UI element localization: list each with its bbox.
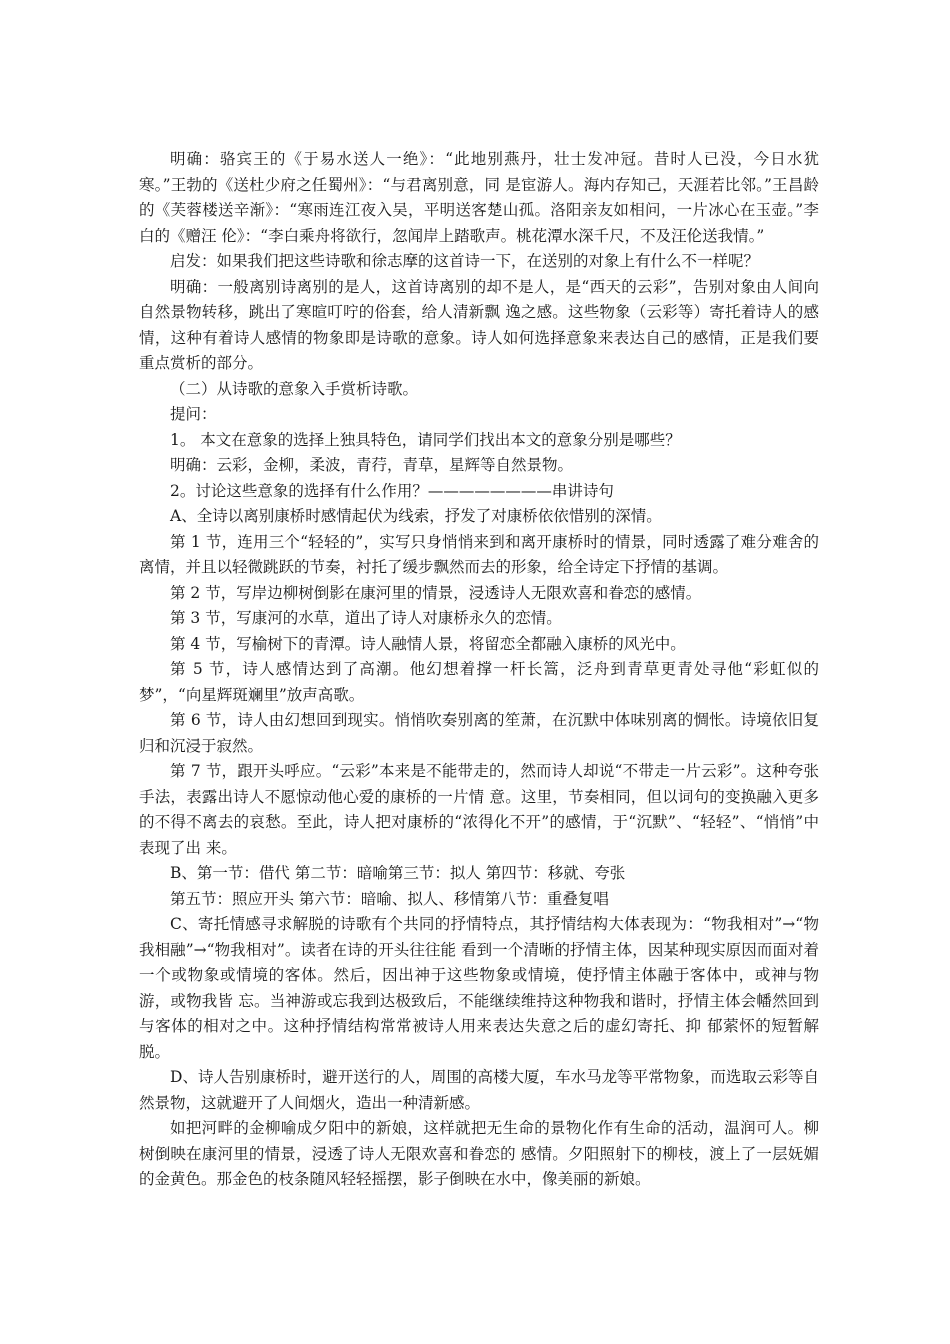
point-a: A、全诗以离别康桥时感情起伏为线索，抒发了对康桥依依惜别的深情。 (170, 507, 662, 525)
point-b-line-1: B、第一节：借代 第二节：暗喻第三节：拟人 第四节：移就、夸张 (170, 864, 626, 882)
stanza-2-note: 第 2 节，写岸边柳树倒影在康河里的情景，浸透诗人无限欢喜和眷恋的感情。 (170, 583, 702, 602)
stanza-7-note: 第 7 节，跟开头呼应。“云彩”本来是不能带走的，然而诗人却说“不带走一片云彩”。这种夸张手法，表露出诗人不愿惊动他心爱的康桥的一片情 意。这里，节奏相同，但以词句的变换融入更多的不得不离去的哀愁。至此，诗人把对康桥的“浓得化不开”的感情，于“沉默”、“轻轻”、“悄悄”中表现了出 来。 (139, 762, 819, 857)
document-body (139, 147, 819, 1193)
section-heading-two: （二）从诗歌的意象入手赏析诗歌。 (170, 379, 419, 398)
stanza-1-note: 第 1 节，连用三个“轻轻的”，实写只身悄悄来到和离开康桥时的情景，同时透露了难分难舍的离情，并且以轻微跳跃的节奏，衬托了缓步飘然而去的形象，给全诗定下抒情的基调。 (139, 532, 819, 576)
point-c: C、寄托情感寻求解脱的诗歌有个共同的抒情特点，其抒情结构大体表现为：“物我相对”→“物我相融”→“物我相对”。读者在诗的开头往往能 看到一个清晰的抒情主体，因某种现实原因而面对着一个或物象或情境的客体。然后，因出神于这些物象或情境，使抒情主体融于客体中，或神与物游，或物我皆 忘。当神游或忘我到达极致后，不能继续维持这种物我和谐时，抒情主体会幡然回到与客体的相对之中。这种抒情结构常常被诗人用来表达失意之后的虚幻寄托、抑 郁萦怀的短暂解脱。 (139, 915, 819, 1061)
stanza-4-note: 第 4 节，写榆树下的青潭。诗人融情人景，将留恋全都融入康桥的风光中。 (170, 634, 686, 653)
paragraph-prompt-compare: 启发：如果我们把这些诗歌和徐志摩的这首诗一下，在送别的对象上有什么不一样呢？ (170, 252, 760, 270)
question-one: 1。 本文在意象的选择上独具特色，请同学们找出本文的意象分别是哪些？ (170, 430, 681, 449)
point-d: D、诗人告别康桥时，避开送行的人，周围的高楼大厦，车水马龙等平常物象，而选取云彩等自然景物，这就避开了人间烟火，造出一种清新感。 (139, 1068, 819, 1112)
stanza-6-note: 第 6 节，诗人由幻想回到现实。悄悄吹奏别离的笙萧，在沉默中体味别离的惆怅。诗境依旧复归和沉浸于寂然。 (139, 711, 819, 755)
paragraph-answer-imagery: 明确：一般离别诗离别的是人，这首诗离别的却不是人，是“西天的云彩”，告别对象由人间向自然景物转移，跳出了寒暄叮咛的俗套，给人清新飘 逸之感。这些物象（云彩等）寄托着诗人的感情，这种有着诗人感情的物象即是诗歌的意象。诗人如何选择意象来表达自己的感情，正是我们要重点赏析的部分。 (139, 277, 819, 372)
answer-one: 明确：云彩，金柳，柔波，青荇，青草，星辉等自然景物。 (170, 456, 574, 474)
paragraph-question-label: 提问： (170, 405, 217, 423)
question-two: 2。讨论这些意象的选择有什么作用？————————串讲诗句 (170, 481, 614, 500)
stanza-5-note: 第 5 节，诗人感情达到了高潮。他幻想着撑一杆长篙，泛舟到青草更青处寻他“彩虹似的梦”，“向星辉斑斓里”放声高歌。 (139, 660, 819, 704)
point-b-line-2: 第五节：照应开头 第六节：暗喻、拟人、移情第八节：重叠复唱 (170, 889, 609, 908)
paragraph-willow-bride: 如把河畔的金柳喻成夕阳中的新娘，这样就把无生命的景物化作有生命的活动，温润可人。柳树倒映在康河里的情景，浸透了诗人无限欢喜和眷恋的 感情。夕阳照射下的柳枝，渡上了一层妩媚的金黄色。那金色的枝条随风轻轻摇摆，影子倒映在水中，像美丽的新娘。 (139, 1119, 819, 1188)
paragraph-examples: 明确：骆宾王的《于易水送人一绝》：“此地别燕丹，壮士发冲冠。昔时人已没，今日水犹寒。”王勃的《送杜少府之任蜀州》：“与君离别意，同 是宦游人。海内存知己，天涯若比邻。”王昌龄的《芙蓉楼送辛渐》：“寒雨连江夜入吴，平明送客楚山孤。洛阳亲友如相问，一片冰心在玉壶。”李白的《赠汪 伦》：“李白乘舟将欲行，忽闻岸上踏歌声。桃花潭水深千尺，不及汪伦送我情。” (139, 150, 819, 245)
stanza-3-note: 第 3 节，写康河的水草，道出了诗人对康桥永久的恋情。 (170, 609, 562, 627)
